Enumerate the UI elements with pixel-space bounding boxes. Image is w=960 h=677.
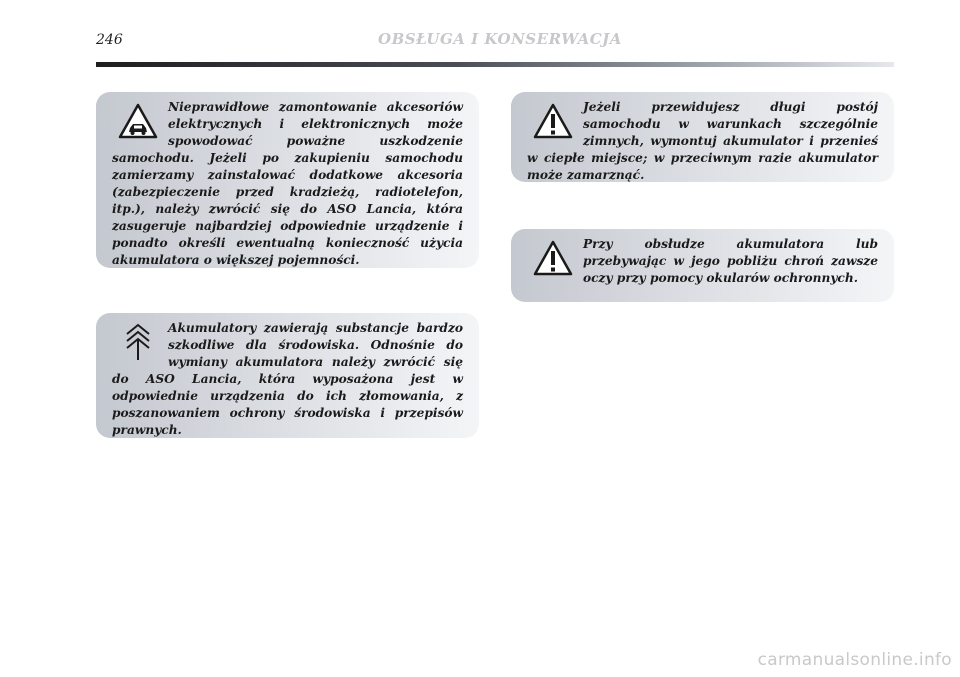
watermark: carmanualsonline.info xyxy=(757,650,952,670)
note-accessories xyxy=(96,92,479,268)
note-text: Nieprawidłowe zamontowanie akcesoriów elektrycznych i elektronicznych może spowodować poważne uszkodzenie samochodu. Jeżeli po zakupieniu samochodu zamierzamy zainstalować dodatkowe akcesoria (zabezpieczenie przed kradzieżą, radiotelefon, itp.), należy zwrócić się do ASO Lancia, która zasugeruje najbardziej odpowiednie urządzenie i ponadto określi ewentualną konieczność użycia akumulatora o większej pojemności. xyxy=(112,100,463,267)
environment-icon xyxy=(116,322,160,362)
warning-triangle-icon xyxy=(531,101,575,141)
note-text: Akumulatory zawierają substancje bardzo szkodliwe dla środowiska. Odnośnie do wymiany akumulatora należy zwrócić się do ASO Lancia, która wyposażona jest w odpowiednie urządzenia do ich złomowania, z poszanowaniem ochrony środowiska i przepisów prawnych. xyxy=(112,321,463,437)
note-text: Jeżeli przewidujesz długi postój samochodu w warunkach szczególnie zimnych, wymontuj akumulator i przenieś w ciepłe miejsce; w przeciwnym razie akumulator może zamarznąć. xyxy=(527,100,878,182)
note-text: Przy obsłudze akumulatora lub przebywając w jego pobliżu chroń zawsze oczy przy pomocy okularów ochronnych. xyxy=(583,237,878,285)
car-electric-warning-icon xyxy=(116,101,160,141)
note-cold-storage xyxy=(511,92,894,182)
header-rule xyxy=(96,62,894,67)
note-environment xyxy=(96,313,479,438)
page-number: 246 xyxy=(96,32,123,48)
section-title: OBSŁUGA I KONSERWACJA xyxy=(378,30,622,48)
warning-triangle-icon xyxy=(531,238,575,278)
note-eye-protection xyxy=(511,229,894,302)
